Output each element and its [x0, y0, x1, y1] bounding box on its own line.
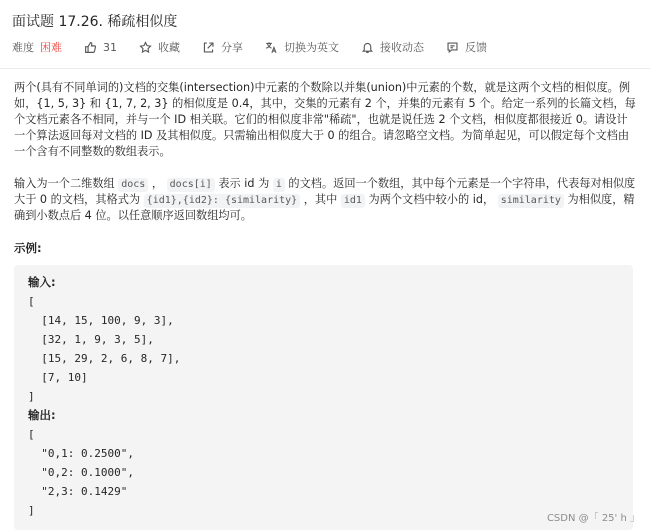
like-button[interactable] [84, 41, 117, 54]
description-paragraph-1: 两个(具有不同单词的)文档的交集(intersection)中元素的个数除以并集(union)中元素的个数，就是这两个文档的相似度。例如，{1, 5, 3} 和 {1, 7, 2, 3} 的相似度是 0.4，其中，交集的元素有 2 个，并集的元素有 5 个。给定一系列的长篇文档，每个文档元素各不相同，并与一个 ID 相关联。它们的相似度非常"稀疏"，也就是说任选 2 个文档，相似度都很接近 0。请设计一个算法返回每对文档的 ID 及其相似度。只需输出相似度大于 0 的组合。请忽略空文档。为简单起见，可以假定每个文档由一个含有不同整数的数组表示。 [14, 81, 636, 158]
code-line: [15, 29, 2, 6, 8, 7], [28, 352, 181, 365]
bell-icon [361, 41, 374, 54]
input-label: 输入: [28, 275, 56, 289]
p2-text-b: ， [148, 177, 167, 190]
code-line: ] [28, 504, 35, 517]
p2-text-a: 输入为一个二维数组 [14, 177, 119, 190]
switch-language-button[interactable] [265, 39, 339, 55]
notifications-button[interactable] [361, 39, 424, 55]
p2-text-c: 表示 id 为 [214, 177, 273, 190]
thumbs-up-icon [84, 41, 97, 54]
inline-code-i: i [273, 178, 285, 192]
favorite-button[interactable] [139, 39, 180, 55]
inline-code-id1: id1 [341, 194, 365, 208]
inline-code-docs: docs [118, 178, 148, 192]
code-line: [32, 1, 9, 3, 5], [28, 333, 154, 346]
share-button[interactable] [202, 39, 243, 55]
output-label: 输出: [28, 408, 56, 422]
problem-title: 面试题 17.26. 稀疏相似度 [12, 14, 178, 30]
inline-code-format: {id1},{id2}: {similarity} [144, 194, 301, 208]
feedback-label: 反馈 [465, 41, 487, 54]
share-icon [202, 41, 215, 54]
p2-text-e: ，其中 [300, 193, 341, 206]
difficulty-label: 难度 [12, 41, 34, 54]
favorite-label: 收藏 [158, 41, 180, 54]
code-line: [ [28, 428, 35, 441]
switch-language-label: 切换为英文 [284, 41, 339, 54]
p2-text-f: 为两个文档中较小的 id， [364, 193, 498, 206]
notifications-label: 接收动态 [380, 41, 424, 54]
difficulty-value: 困难 [40, 41, 62, 54]
code-line: "0,2: 0.1000", [28, 466, 134, 479]
header-divider [0, 68, 650, 69]
feedback-button[interactable] [446, 39, 487, 55]
share-label: 分享 [221, 41, 243, 54]
p2-text-g: 为相似度，精确到小数点后 4 位。以任意顺序返回数组均可。 [14, 193, 635, 222]
code-line: "2,3: 0.1429" [28, 485, 128, 498]
code-line: "0,1: 0.2500", [28, 447, 134, 460]
code-line: [14, 15, 100, 9, 3], [28, 314, 174, 327]
example-heading: 示例: [14, 241, 42, 255]
inline-code-similarity: similarity [498, 194, 564, 208]
p2-text-d: 的文档。返回一个数组，其中每个元素是一个字符串，代表每对相似度大于 0 的文档，其格式为 [14, 177, 636, 206]
code-line: [7, 10] [28, 371, 88, 384]
translate-icon [265, 41, 278, 54]
code-line: ] [28, 390, 35, 403]
difficulty [12, 39, 62, 55]
description-paragraph-2 [14, 176, 638, 224]
feedback-icon [446, 41, 459, 54]
inline-code-docs-i: docs[i] [167, 178, 215, 192]
like-count: 31 [103, 40, 117, 54]
example-code-block [14, 265, 633, 530]
code-line: [ [28, 295, 35, 308]
problem-meta-bar [12, 38, 509, 56]
watermark: CSDN @「 25' h 」 [546, 513, 640, 524]
star-icon [139, 41, 152, 54]
